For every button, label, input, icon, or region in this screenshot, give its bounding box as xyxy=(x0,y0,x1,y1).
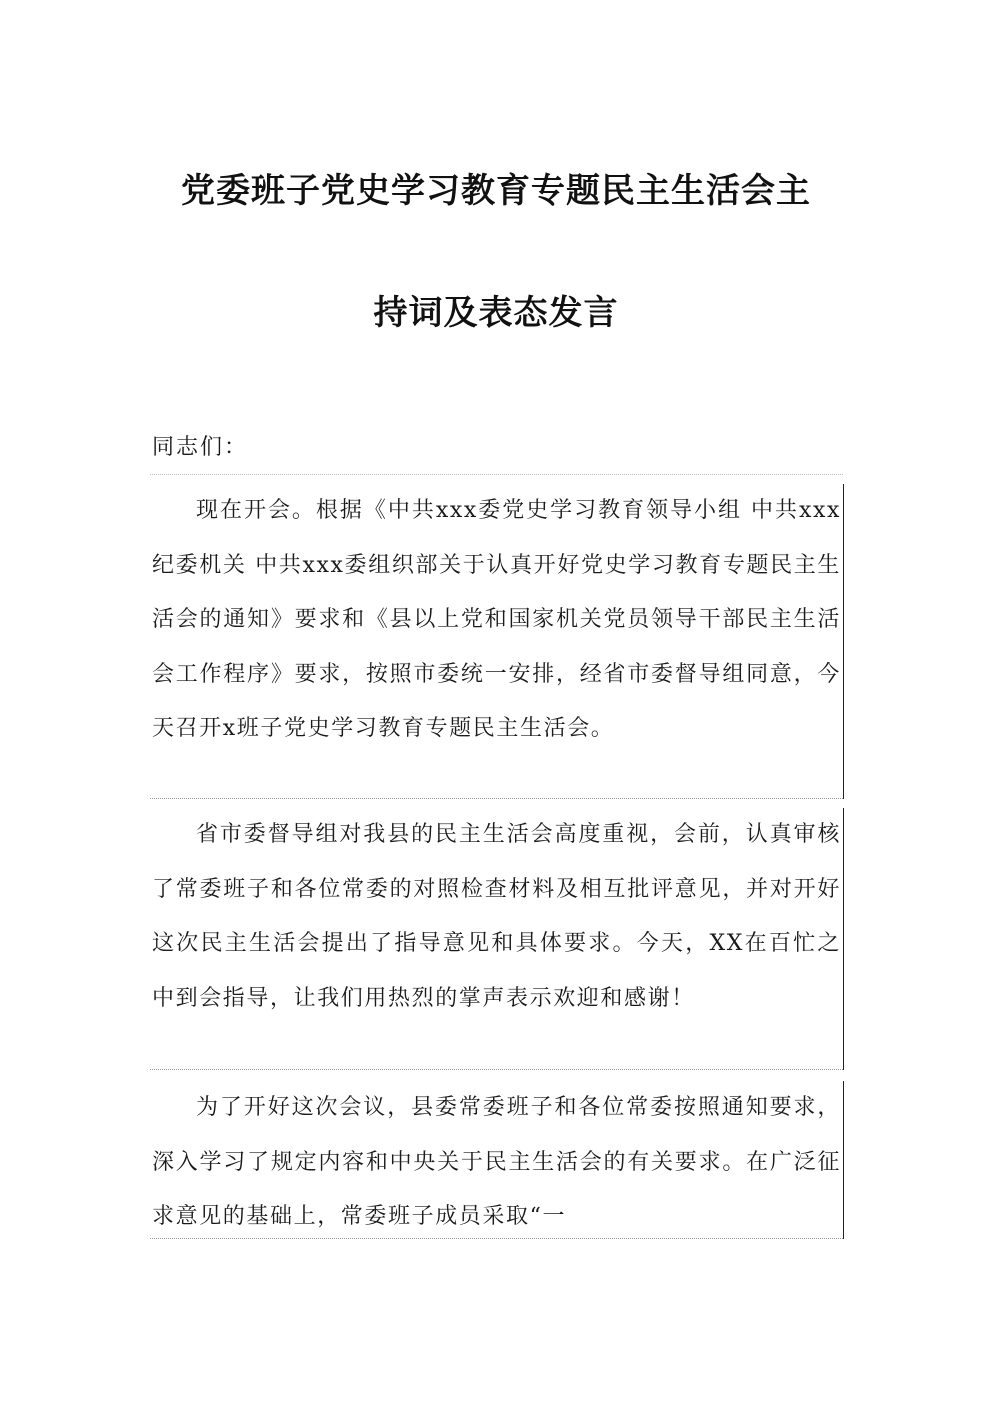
paragraph-3 xyxy=(150,1081,844,1239)
salutation: 同志们： xyxy=(152,435,249,460)
paragraph-1 xyxy=(150,484,844,799)
document-title-line-1: 党委班子党史学习教育专题民主生活会主 xyxy=(181,171,811,211)
document-title-line-2: 持词及表态发言 xyxy=(373,293,619,333)
paragraph-2-text: 省市委督导组对我县的民主生活会高度重视，会前，认真审核了常委班子和各位常委的对照检查材料及相互批评意见，并对开好这次民主生活会提出了指导意见和具体要求。今天，XX在百忙之中到会指导，让我们用热烈的掌声表示欢迎和感谢！ xyxy=(152,822,841,1011)
divider xyxy=(150,474,843,475)
paragraph-1-text: 现在开会。根据《中共xxx委党史学习教育领导小组 中共xxx纪委机关 中共xxx委组织部关于认真开好党史学习教育专题民主生活会的通知》要求和《县以上党和国家机关党员领导干部民主生活会工作程序》要求，按照市委统一安排，经省市委督导组同意，今天召开x班子党史学习教育专题民主生活会。 xyxy=(152,498,841,741)
paragraph-2 xyxy=(150,808,844,1070)
paragraph-3-text: 为了开好这次会议，县委常委班子和各位常委按照通知要求，深入学习了规定内容和中央关于民主生活会的有关要求。在广泛征求意见的基础上，常委班子成员采取“一 xyxy=(152,1095,841,1229)
